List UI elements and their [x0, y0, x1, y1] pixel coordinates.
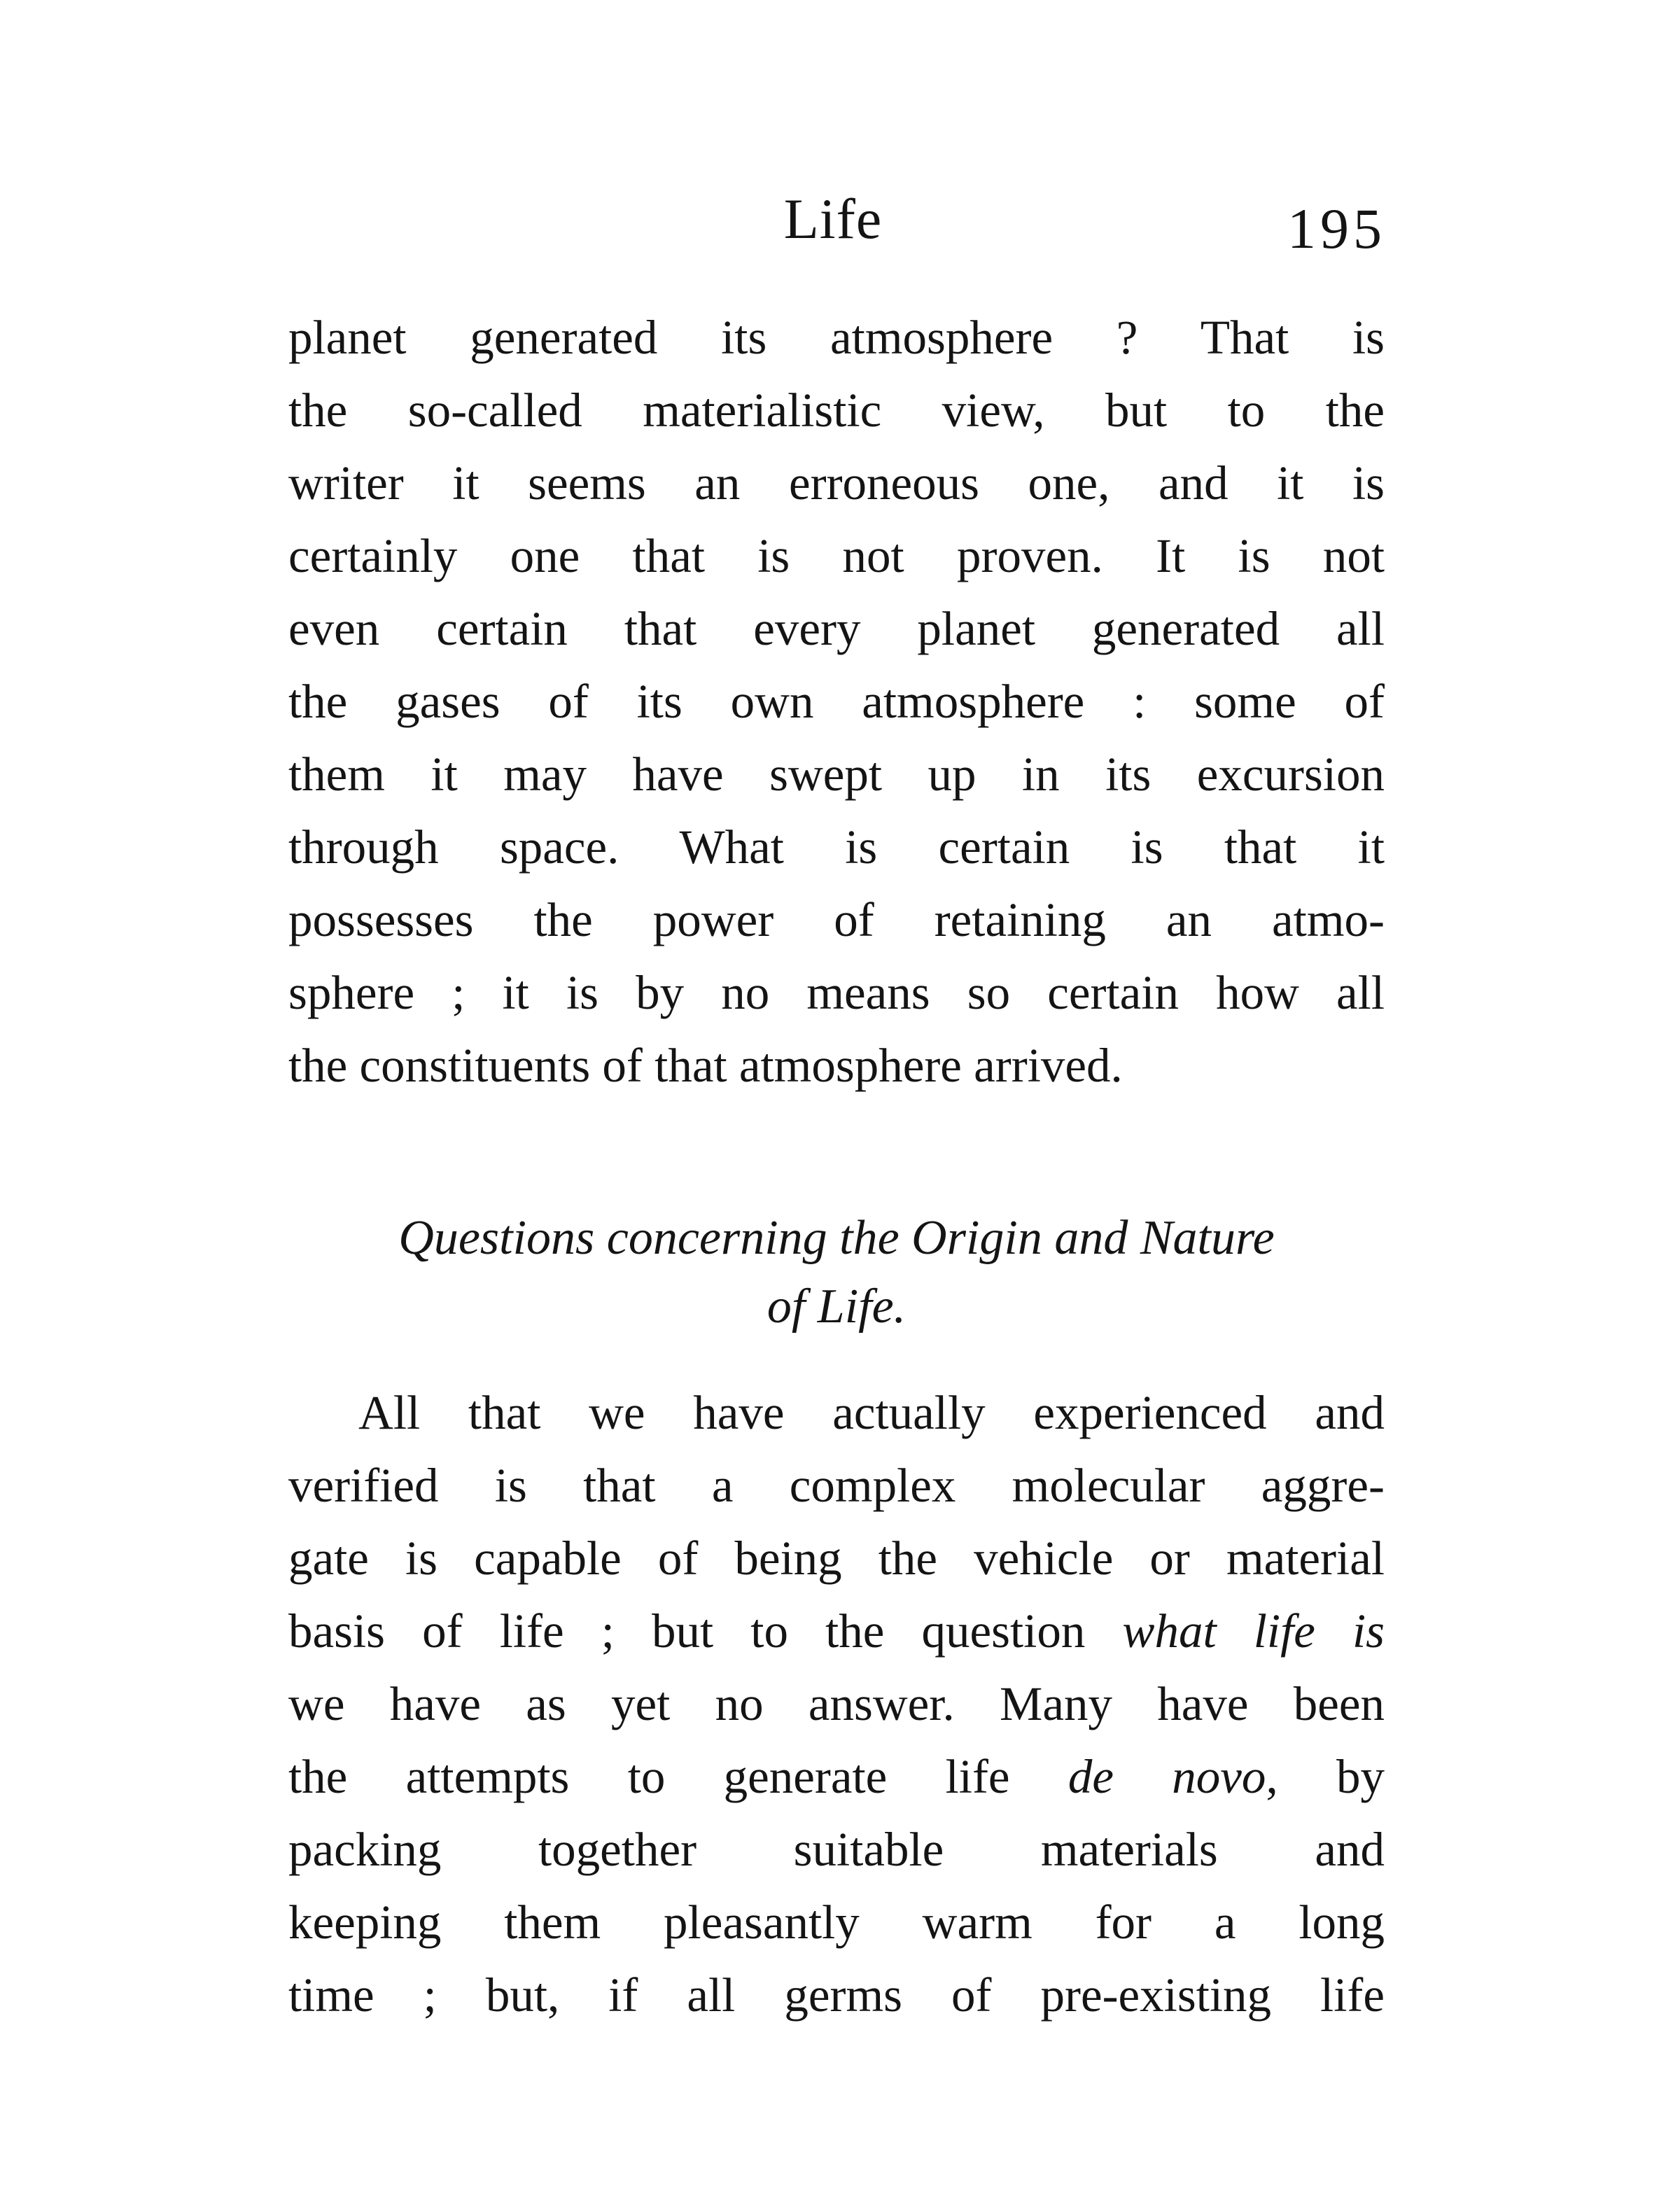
text-line: the gases of its own atmosphere : some of	[288, 675, 1385, 728]
section-heading	[288, 1204, 1385, 1341]
text-line: even certain that every planet generated all	[288, 602, 1385, 655]
text-run: , by	[1266, 1750, 1385, 1803]
text-line: certainly one that is not proven. It is not	[288, 529, 1385, 582]
page-number: 195	[1287, 197, 1386, 260]
paragraph	[288, 1376, 1385, 2031]
text-line: through space. What is certain is that it	[288, 820, 1385, 874]
text-line: All that we have actually experienced and	[358, 1386, 1385, 1439]
text-run: the attempts to generate life	[288, 1750, 1068, 1803]
text-line: time ; but, if all germs of pre-existing life	[288, 1968, 1385, 2022]
running-title: Life	[783, 187, 883, 251]
text-line: planet generated its atmosphere ? That is	[288, 311, 1385, 364]
italic-phrase: de novo	[1068, 1750, 1266, 1803]
italic-phrase: what life is	[1122, 1604, 1385, 1658]
text-line: verified is that a complex molecular aggre-	[288, 1459, 1385, 1512]
text-line: keeping them pleasantly warm for a long	[288, 1896, 1385, 1949]
text-line: possesses the power of retaining an atmo-	[288, 893, 1385, 946]
section-heading-line: Questions concerning the Origin and Nature	[398, 1211, 1275, 1265]
text-line: gate is capable of being the vehicle or material	[288, 1532, 1385, 1585]
text-line: sphere ; it is by no means so certain how all	[288, 966, 1385, 1019]
text-line: the constituents of that atmosphere arrived.	[288, 1039, 1123, 1092]
text-line: packing together suitable materials and	[288, 1823, 1385, 1876]
text-line	[288, 1740, 1385, 1813]
text-line: them it may have swept up in its excursion	[288, 748, 1385, 801]
section-heading-line: of Life.	[766, 1280, 906, 1334]
text-line: we have as yet no answer. Many have been	[288, 1677, 1385, 1730]
paragraph-continued	[288, 301, 1385, 1102]
running-head	[280, 181, 1386, 258]
text-line	[288, 1595, 1385, 1667]
text-line: writer it seems an erroneous one, and it is	[288, 456, 1385, 510]
text-line: the so-called materialistic view, but to the	[288, 384, 1385, 437]
text-run: basis of life ; but to the question	[288, 1604, 1123, 1658]
